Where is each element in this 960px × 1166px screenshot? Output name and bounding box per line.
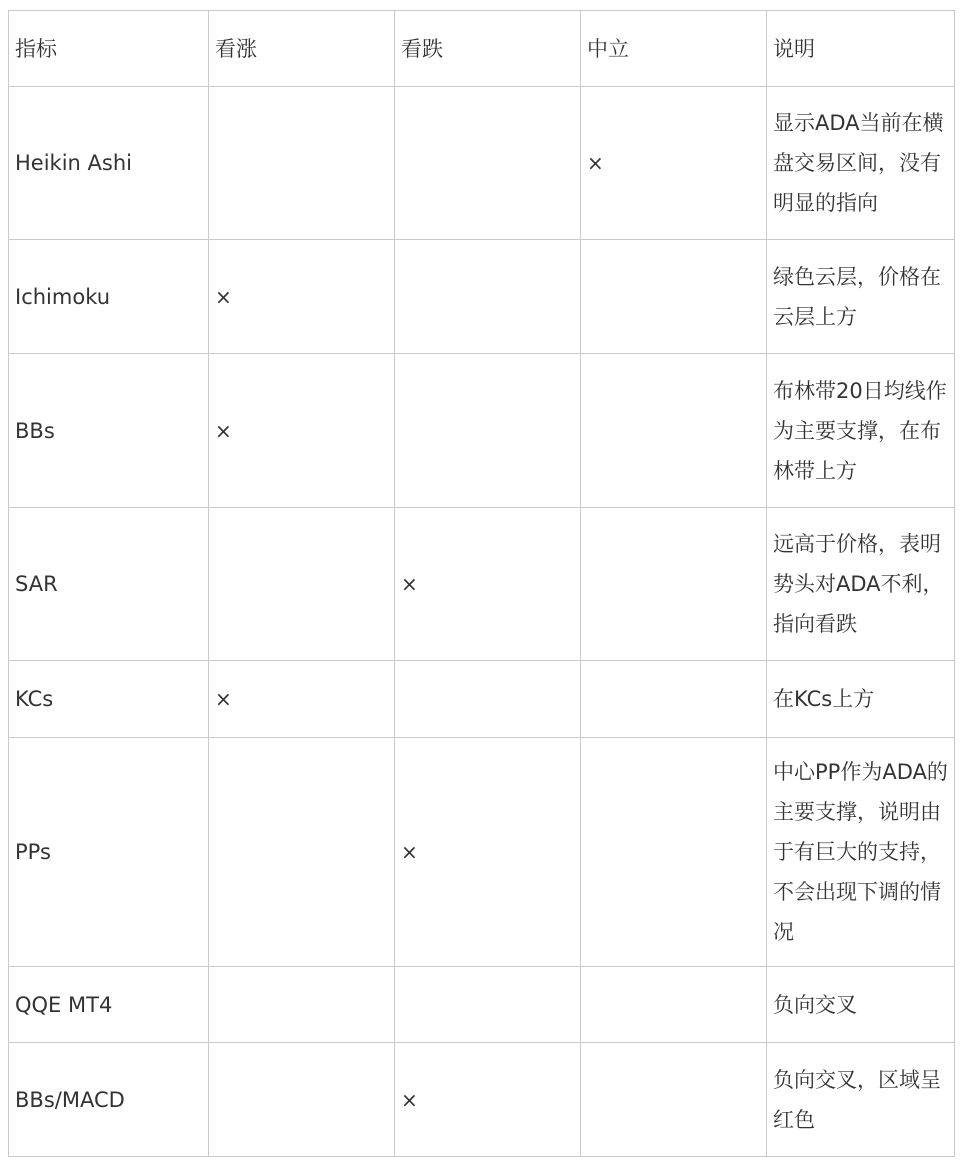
bullish-mark: × [209,661,395,738]
note-text: 显示ADA当前在横盘交易区间，没有明显的指向 [767,87,955,240]
table-row [9,661,955,738]
neutral-mark [581,508,767,661]
table-row [9,87,955,240]
table-row [9,967,955,1043]
indicator-name: QQE MT4 [9,967,209,1043]
indicator-name: SAR [9,508,209,661]
table-row [9,240,955,354]
bearish-mark [395,967,581,1043]
header-bullish: 看涨 [209,11,395,87]
neutral-mark [581,738,767,967]
note-text: 远高于价格，表明势头对ADA不利，指向看跌 [767,508,955,661]
bullish-mark [209,1043,395,1157]
bearish-mark: × [395,508,581,661]
note-text: 布林带20日均线作为主要支撑，在布林带上方 [767,354,955,508]
bullish-mark: × [209,240,395,354]
bullish-mark [209,738,395,967]
header-indicator: 指标 [9,11,209,87]
indicator-name: BBs [9,354,209,508]
note-text: 负向交叉，区域呈红色 [767,1043,955,1157]
neutral-mark [581,240,767,354]
note-text: 中心PP作为ADA的主要支撑，说明由于有巨大的支持，不会出现下调的情况 [767,738,955,967]
bearish-mark: × [395,738,581,967]
indicator-name: BBs/MACD [9,1043,209,1157]
table-row [9,1043,955,1157]
note-text: 负向交叉 [767,967,955,1043]
bullish-mark: × [209,354,395,508]
indicator-table [8,10,955,1157]
bearish-mark: × [395,1043,581,1157]
neutral-mark: × [581,87,767,240]
note-text: 在KCs上方 [767,661,955,738]
neutral-mark [581,967,767,1043]
neutral-mark [581,1043,767,1157]
bearish-mark [395,240,581,354]
neutral-mark [581,661,767,738]
note-text: 绿色云层，价格在云层上方 [767,240,955,354]
indicator-name: PPs [9,738,209,967]
table-row [9,738,955,967]
bullish-mark [209,508,395,661]
indicator-name: Ichimoku [9,240,209,354]
bearish-mark [395,354,581,508]
bullish-mark [209,967,395,1043]
header-neutral: 中立 [581,11,767,87]
indicator-name: Heikin Ashi [9,87,209,240]
header-bearish: 看跌 [395,11,581,87]
indicator-name: KCs [9,661,209,738]
bearish-mark [395,661,581,738]
table-row [9,354,955,508]
neutral-mark [581,354,767,508]
bearish-mark [395,87,581,240]
table-row [9,508,955,661]
table-header-row [9,11,955,87]
bullish-mark [209,87,395,240]
header-note: 说明 [767,11,955,87]
